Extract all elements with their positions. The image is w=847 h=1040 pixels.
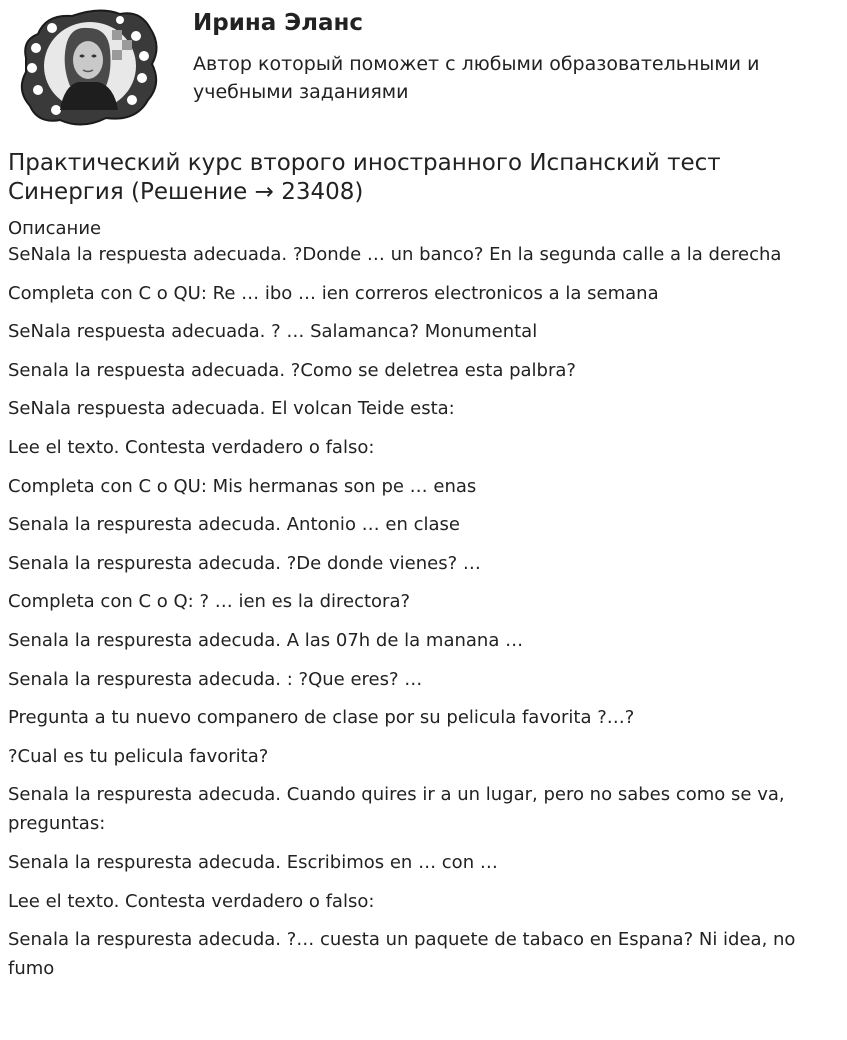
question-item: ?Cual es tu pelicula favorita? <box>8 745 269 767</box>
question-item: SeNala respuesta adecuada. ? … Salamanca? Monumental <box>8 321 538 343</box>
question-item: SeNala la respuesta adecuada. ?Donde … un banco? En la segunda calle a la derecha <box>8 244 782 265</box>
question-item: Senala la respuresta adecuda. Escribimos en … con … <box>8 851 498 873</box>
question-item: Completa con C o QU: Re … ibo … ien correros electronicos a la semana <box>8 282 659 304</box>
question-item: Senala la respuresta adecuda. Antonio … en clase <box>8 514 460 536</box>
question-item: Senala la respuesta adecuada. ?Como se deletrea esta palbra? <box>8 359 576 381</box>
author-block <box>8 0 839 140</box>
question-item: Lee el texto. Contesta verdadero o falso: <box>8 890 375 912</box>
question-item: Completa con C o Q: ? … ien es la directora? <box>8 591 411 613</box>
question-item: Senala la respuresta adecuda. A las 07h de la manana … <box>8 629 524 651</box>
description-label: Описание <box>8 218 102 239</box>
author-avatar[interactable] <box>16 6 158 126</box>
question-item: Senala la respuresta adecuda. : ?Que eres? … <box>8 668 423 690</box>
author-description: Автор который поможет с любыми образовательными и учебными заданиями <box>193 53 760 103</box>
question-item: Senala la respuresta adecuda. Cuando quires ir a un lugar, pero no sabes como se va, preguntas: <box>8 784 785 835</box>
question-item: Lee el texto. Contesta verdadero o falso: <box>8 436 375 458</box>
question-item: Pregunta a tu nuevo companero de clase por su pelicula favorita ?…? <box>8 707 635 729</box>
question-item: SeNala respuesta adecuada. El volcan Teide esta: <box>8 398 455 420</box>
author-name[interactable]: Ирина Эланс <box>193 10 364 36</box>
question-list <box>8 240 839 983</box>
question-item: Senala la respuresta adecuda. ?De donde vienes? … <box>8 552 481 574</box>
question-item: Completa con C o QU: Mis hermanas son pe … enas <box>8 475 477 497</box>
page-title: Практический курс второго иностранного Испанский тест Синергия (Решение → 23408) <box>8 150 721 205</box>
question-item: Senala la respuresta adecuda. ?… cuesta un paquete de tabaco en Espana? Ni idea, no fumo <box>8 929 796 980</box>
